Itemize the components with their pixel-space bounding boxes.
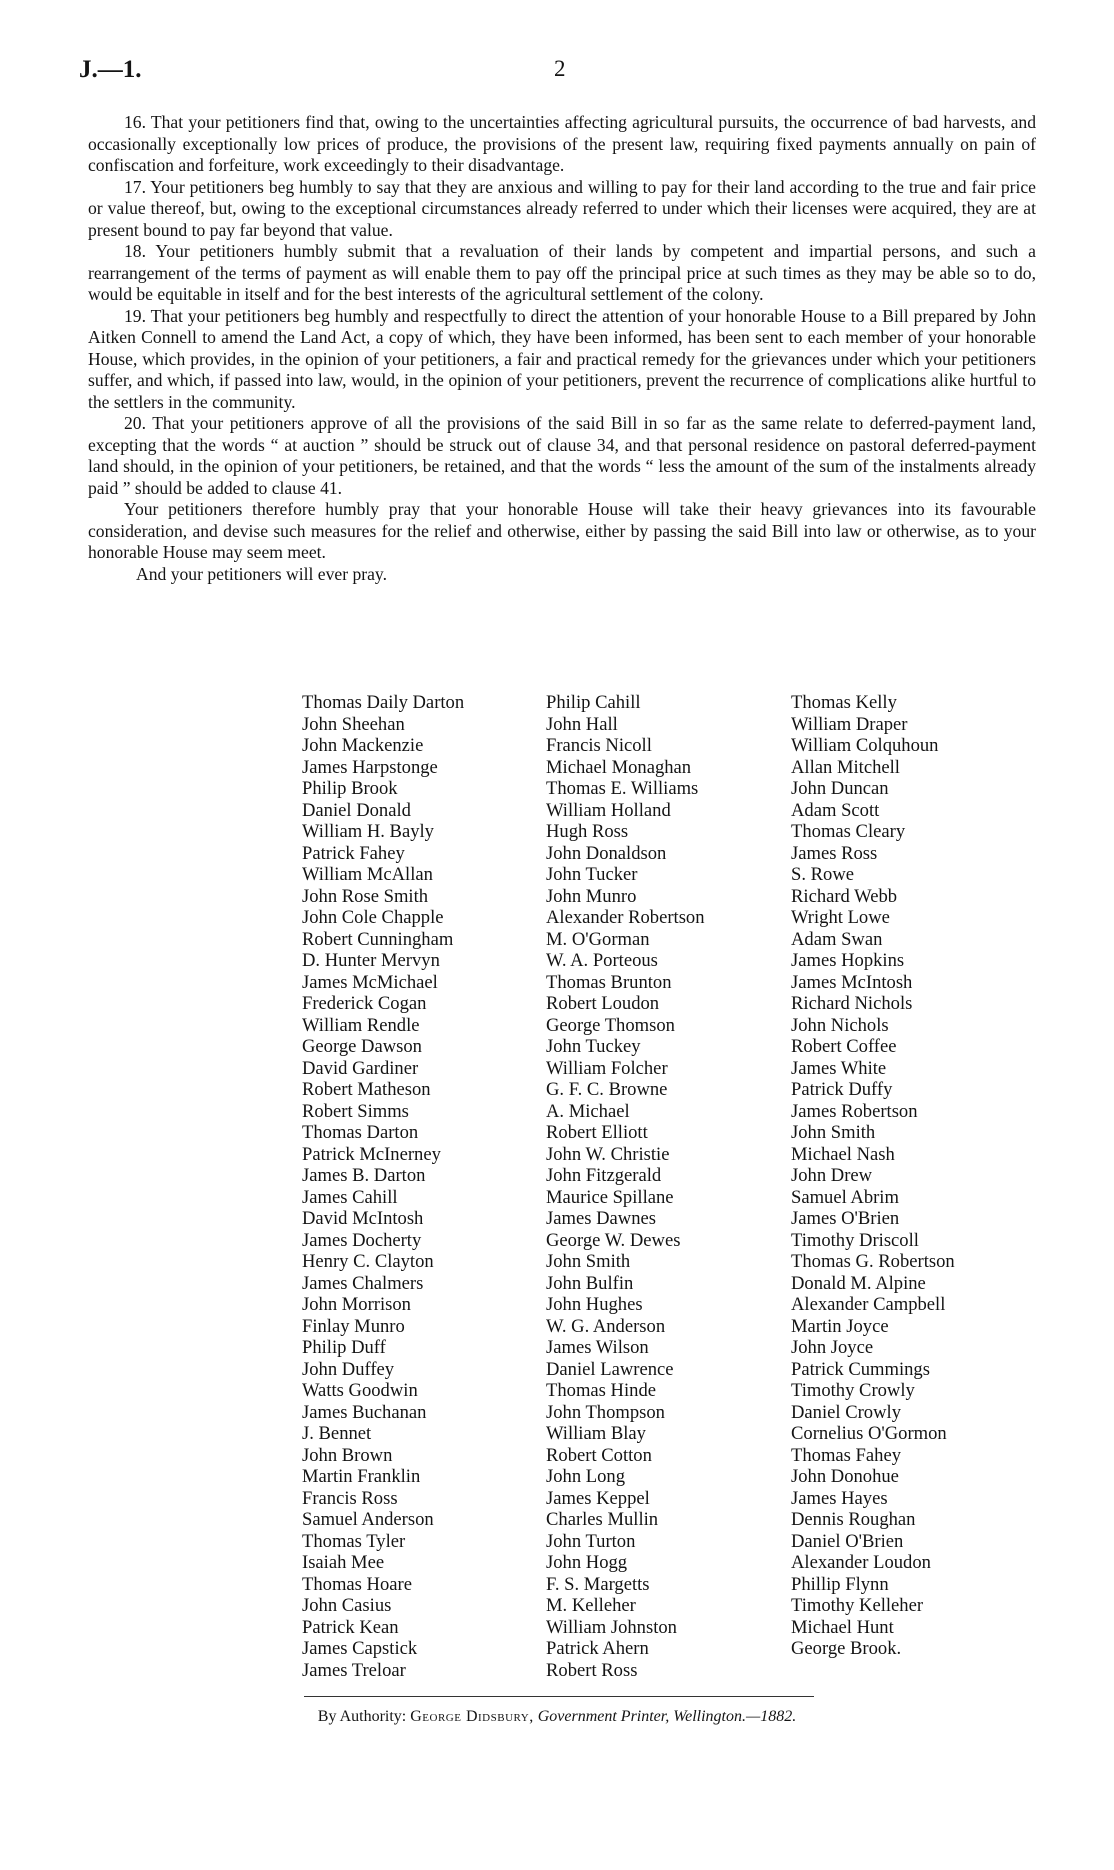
signature-name: Robert Matheson — [302, 1079, 431, 1100]
signature-name: John Hall — [546, 713, 618, 735]
signature-name: Robert Loudon — [546, 993, 660, 1014]
signature-name: Samuel Anderson — [302, 1509, 434, 1530]
signature-name: Thomas Daily Darton — [302, 692, 465, 713]
signature-name: David Gardiner — [302, 1057, 419, 1079]
signature-name: Watts Goodwin — [302, 1380, 418, 1401]
signature-name: J. Bennet — [302, 1423, 372, 1444]
signature-name: James B. Darton — [302, 1165, 426, 1186]
signature-name: John Munro — [546, 885, 637, 907]
closing-line: And your petitioners will ever pray. — [136, 563, 387, 584]
signature-name: John Long — [546, 1466, 626, 1487]
signature-name: Michael Monaghan — [546, 756, 692, 778]
signature-name: John Sheehan — [302, 713, 405, 735]
signature-name: Thomas G. Robertson — [791, 1251, 955, 1272]
signature-name: John Cole Chapple — [302, 907, 444, 928]
signature-name: James Capstick — [302, 1638, 418, 1659]
signature-name: Thomas Hinde — [546, 1380, 656, 1401]
signature-name: George W. Dewes — [546, 1229, 681, 1251]
signature-name: James Hopkins — [791, 950, 905, 971]
signature-name: Cornelius O'Gormon — [791, 1423, 947, 1444]
signature-name: Donald M. Alpine — [791, 1272, 926, 1294]
signature-name: Alexander Robertson — [546, 907, 705, 928]
signature-name: W. A. Porteous — [546, 950, 658, 971]
signature-name: Patrick Cummings — [791, 1358, 930, 1380]
signature-name: Timothy Driscoll — [791, 1229, 919, 1251]
signature-name: Frederick Cogan — [302, 993, 427, 1014]
imprint-prefix: By Authority: — [317, 1708, 407, 1725]
signature-name: John W. Christie — [546, 1143, 670, 1165]
signature-name: Patrick McInerney — [302, 1143, 441, 1165]
signature-name: Richard Webb — [791, 885, 898, 907]
signature-name: Martin Joyce — [791, 1315, 889, 1337]
signature-name: Robert Ross — [546, 1659, 638, 1681]
signature-name: John Joyce — [791, 1337, 874, 1358]
footer-rule — [304, 1696, 814, 1697]
signature-name: Michael Nash — [791, 1143, 895, 1165]
signature-name: John Fitzgerald — [546, 1165, 662, 1186]
signature-name: Thomas Tyler — [302, 1530, 406, 1552]
signature-name: John Casius — [302, 1595, 392, 1616]
signature-name: Thomas Kelly — [791, 692, 897, 713]
signature-name: Hugh Ross — [546, 821, 629, 842]
signature-name: John Hughes — [546, 1294, 643, 1315]
signature-name: John Nichols — [791, 1014, 889, 1036]
signature-name: George Thomson — [546, 1014, 675, 1036]
signature-name: James Cahill — [302, 1186, 398, 1208]
signature-name: Philip Duff — [302, 1337, 386, 1358]
signature-name: James Buchanan — [302, 1401, 427, 1423]
signature-name: Timothy Kelleher — [791, 1595, 924, 1616]
signature-name: Thomas Brunton — [546, 971, 672, 993]
signature-name: George Dawson — [302, 1036, 422, 1057]
signature-name: James Hayes — [791, 1487, 888, 1509]
signature-name: James McIntosh — [791, 971, 913, 993]
page-number: 2 — [554, 56, 566, 81]
signature-name: Samuel Abrim — [791, 1186, 899, 1208]
signature-name: S. Rowe — [791, 864, 855, 885]
signature-name: Thomas Darton — [302, 1122, 419, 1143]
signature-name: Robert Simms — [302, 1100, 409, 1122]
printer-name: George Didsbury, — [410, 1708, 534, 1725]
paragraph-16: 16. That your petitioners find that, owing to the uncertainties affecting agricultural pursuits, the occurrence of bad harvests, and occasionally exceptionally low prices of produce, the provisions of the present law, requiring fixed payments annually on pain of confiscation and forfeiture, work exceedingly to their disadvantage. — [88, 112, 1036, 175]
signature-name: Maurice Spillane — [546, 1186, 674, 1208]
signature-name: Patrick Kean — [302, 1616, 399, 1638]
signature-name: William Johnston — [546, 1616, 677, 1638]
signature-name: Robert Elliott — [546, 1122, 648, 1143]
signature-name: Dennis Roughan — [791, 1509, 916, 1530]
signature-name: Francis Ross — [302, 1487, 398, 1509]
signature-name: John Brown — [302, 1444, 393, 1466]
signature-name: William Blay — [546, 1423, 646, 1444]
document-reference: J.—1. — [79, 56, 142, 83]
signature-name: Michael Hunt — [791, 1616, 894, 1638]
signature-name: John Tucker — [546, 864, 638, 885]
signature-name: John Hogg — [546, 1552, 628, 1573]
petition-body — [88, 112, 1036, 585]
signature-name: Robert Cotton — [546, 1444, 652, 1466]
signature-name: M. O'Gorman — [546, 928, 650, 950]
signature-name: John Mackenzie — [302, 735, 424, 756]
signature-name: G. F. C. Browne — [546, 1079, 668, 1100]
signature-name: James Chalmers — [302, 1272, 424, 1294]
signature-name: John Tuckey — [546, 1036, 641, 1057]
signature-name: Isaiah Mee — [302, 1552, 385, 1573]
paragraph-18: 18. Your petitioners humbly submit that a revaluation of their lands by competent and impartial persons, and such a rearrangement of the terms of payment as will enable them to pay off the principal price at such times as they may be able so to do, would be equitable in itself and for the best interests of the agricultural settlement of the colony. — [88, 241, 1036, 304]
printer-imprint — [0, 1708, 1114, 1726]
signature-name: James Harpstonge — [302, 756, 438, 778]
signature-name: Alexander Campbell — [791, 1294, 946, 1315]
signature-name: Patrick Ahern — [546, 1638, 649, 1659]
signature-name: John Donohue — [791, 1466, 899, 1487]
signature-name: Phillip Flynn — [791, 1573, 889, 1595]
signature-name: Thomas Cleary — [791, 821, 906, 842]
signature-name: W. G. Anderson — [546, 1315, 666, 1337]
signature-name: Allan Mitchell — [791, 756, 900, 778]
signature-name: Francis Nicoll — [546, 735, 652, 756]
signature-name: Martin Franklin — [302, 1466, 421, 1487]
signature-name: John Turton — [546, 1530, 636, 1552]
imprint-suffix: Government Printer, Wellington.—1882. — [537, 1708, 797, 1725]
prayer-paragraph: Your petitioners therefore humbly pray that your honorable House will take their heavy grievances into its favourable consideration, and devise such measures for the relief and otherwise, either by passing the said Bill into law or otherwise, as to your honorable House may seem meet. — [88, 499, 1036, 562]
signature-name: Daniel Crowly — [791, 1401, 901, 1423]
signature-name: William Rendle — [302, 1014, 420, 1036]
signature-name: M. Kelleher — [546, 1595, 636, 1616]
signature-name: William McAllan — [302, 864, 433, 885]
signature-name: John Donaldson — [546, 842, 667, 864]
signature-column-1 — [302, 692, 464, 1681]
signature-name: Daniel Donald — [302, 799, 411, 821]
signature-name: Richard Nichols — [791, 993, 913, 1014]
signature-name: James Dawnes — [546, 1208, 656, 1229]
signature-name: William Folcher — [546, 1057, 668, 1079]
signature-name: James Keppel — [546, 1487, 650, 1509]
signature-name: Robert Cunningham — [302, 928, 454, 950]
signature-name: Daniel Lawrence — [546, 1358, 674, 1380]
signature-name: Charles Mullin — [546, 1509, 659, 1530]
signature-name: John Duncan — [791, 778, 889, 799]
signature-name: James O'Brien — [791, 1208, 900, 1229]
signature-name: Philip Cahill — [546, 692, 641, 713]
signature-name: James Robertson — [791, 1100, 918, 1122]
signature-name: Patrick Fahey — [302, 842, 405, 864]
signature-name: Timothy Crowly — [791, 1380, 915, 1401]
signature-name: David McIntosh — [302, 1208, 424, 1229]
signature-name: James McMichael — [302, 971, 438, 993]
signature-name: William Holland — [546, 799, 671, 821]
signature-name: John Smith — [546, 1251, 631, 1272]
signature-name: Thomas Hoare — [302, 1573, 412, 1595]
signature-name: Patrick Duffy — [791, 1079, 893, 1100]
signature-name: Wright Lowe — [791, 907, 890, 928]
signature-name: William H. Bayly — [302, 821, 434, 842]
paragraph-19: 19. That your petitioners beg humbly and respectfully to direct the attention of your honorable House to a Bill prepared by John Aitken Connell to amend the Land Act, a copy of which, they have been informed, has been sent to each member of your honorable House, which provides, in the opinion of your petitioners, a fair and practical remedy for the grievances under which your petitioners suffer, and which, if passed into law, would, in the opinion of your petitioners, prevent the recurrence of complications alike hurtful to the settlers in the community. — [88, 305, 1036, 412]
signature-name: William Draper — [791, 713, 908, 735]
signature-name: James Docherty — [302, 1229, 422, 1251]
signature-name: James White — [791, 1057, 887, 1079]
signature-name: William Colquhoun — [791, 735, 939, 756]
signature-column-2 — [546, 692, 705, 1681]
signature-name: John Bulfin — [546, 1272, 634, 1294]
signature-name: Thomas E. Williams — [546, 778, 699, 799]
signature-name: D. Hunter Mervyn — [302, 950, 440, 971]
signature-name: James Treloar — [302, 1659, 406, 1681]
signature-name: Finlay Munro — [302, 1315, 405, 1337]
signature-name: A. Michael — [546, 1100, 630, 1122]
signature-name: Robert Coffee — [791, 1036, 897, 1057]
signature-name: Philip Brook — [302, 778, 398, 799]
signature-name: John Rose Smith — [302, 885, 429, 907]
signature-name: F. S. Margetts — [546, 1573, 650, 1595]
paragraph-20: 20. That your petitioners approve of all the provisions of the said Bill in so far as the same relate to deferred-payment land, excepting that the words “ at auction ” should be struck out of clause 34, and that personal residence on pastoral deferred-payment land should, in the opinion of your petitioners, be retained, and that the words “ less the amount of the sum of the instalments already paid ” should be added to clause 41. — [88, 413, 1036, 498]
signature-name: James Ross — [791, 842, 878, 864]
signature-name: James Wilson — [546, 1337, 649, 1358]
signature-name: Adam Scott — [791, 799, 880, 821]
signature-name: Adam Swan — [791, 928, 883, 950]
signature-column-3 — [791, 692, 955, 1660]
signature-name: George Brook. — [791, 1638, 902, 1659]
signature-name: John Smith — [791, 1122, 876, 1143]
signature-name: John Duffey — [302, 1358, 395, 1380]
signature-name: John Thompson — [546, 1401, 665, 1423]
signature-name: Thomas Fahey — [791, 1444, 901, 1466]
signature-name: Alexander Loudon — [791, 1552, 931, 1573]
paragraph-17: 17. Your petitioners beg humbly to say that they are anxious and willing to pay for their land according to the true and fair price or value thereof, but, owing to the exceptional circumstances already referred to under which their licenses were acquired, they are at present bound to pay far beyond that value. — [88, 176, 1036, 240]
signature-name: Daniel O'Brien — [791, 1530, 904, 1552]
signature-name: John Drew — [791, 1165, 873, 1186]
signature-name: John Morrison — [302, 1294, 411, 1315]
signature-name: Henry C. Clayton — [302, 1251, 434, 1272]
